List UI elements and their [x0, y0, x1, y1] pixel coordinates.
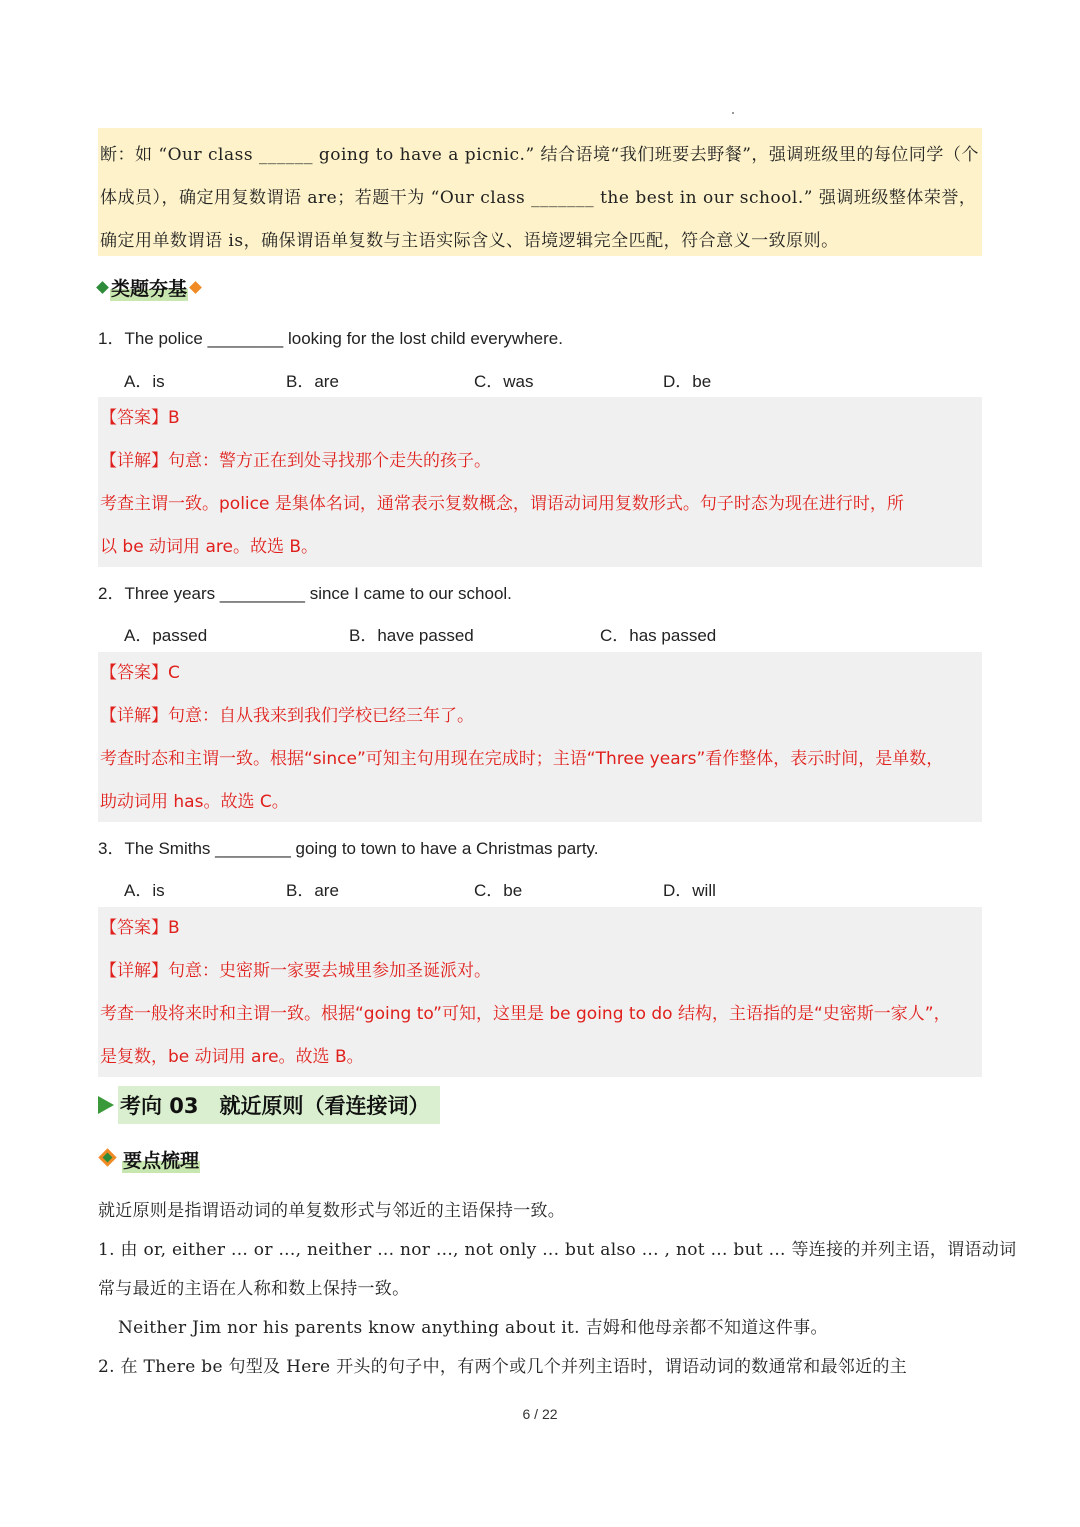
rule-example: Neither Jim nor his parents know anything about it. 吉姆和他母亲都不知道这件事。 — [118, 1318, 828, 1338]
green-diamond-icon — [96, 281, 109, 294]
option-c: C．be — [474, 881, 523, 900]
option-a: A．passed — [124, 626, 208, 645]
answer-label: 【答案】B — [100, 918, 180, 938]
rule-point-1: 1. 由 or, either ... or ..., neither ... nor ..., not only ... but also ... , not ... but ... 等连接的并列主语，谓语动词 — [98, 1240, 1017, 1260]
explanation-box — [98, 128, 982, 256]
orange-diamond-icon — [189, 281, 202, 294]
answer-box-1 — [98, 397, 982, 567]
option-d: D．be — [663, 372, 712, 391]
option-b: B．are — [286, 372, 339, 391]
analysis-line: 助动词用 has。故选 C。 — [100, 792, 289, 812]
answer-label: 【答案】C — [100, 663, 180, 683]
option-a: A．is — [124, 881, 165, 900]
rule-point-1-cont: 常与最近的主语在人称和数上保持一致。 — [98, 1279, 410, 1299]
detail-text: 【详解】句意：史密斯一家要去城里参加圣诞派对。 — [100, 961, 491, 981]
answer-label: 【答案】B — [100, 408, 180, 428]
page-number: 6 / 22 — [522, 1406, 558, 1422]
diamond-badge-icon — [98, 1149, 120, 1171]
detail-text: 【详解】句意：自从我来到我们学校已经三年了。 — [100, 706, 474, 726]
answer-box-2 — [98, 652, 982, 822]
question-3-stem: 3．The Smiths ________ going to town to have a Christmas party. — [98, 839, 599, 858]
analysis-line: 以 be 动词用 are。故选 B。 — [100, 537, 319, 557]
rule-point-2: 2. 在 There be 句型及 Here 开头的句子中，有两个或几个并列主语时，谓语动词的数通常和最邻近的主 — [98, 1357, 907, 1377]
option-b: B．have passed — [349, 626, 474, 645]
detail-text: 【详解】句意：警方正在到处寻找那个走失的孩子。 — [100, 451, 491, 471]
option-c: C．was — [474, 372, 534, 391]
rule-intro: 就近原则是指谓语动词的单复数形式与邻近的主语保持一致。 — [98, 1201, 566, 1221]
explanation-line: 体成员），确定用复数谓语 are；若题干为 “Our class _______ the best in our school.” 强调班级整体荣誉， — [100, 188, 977, 208]
play-arrow-icon — [98, 1096, 114, 1114]
practice-title-text: 类题夯基 — [110, 274, 188, 301]
practice-section-title — [98, 274, 200, 301]
kaoxiang-heading — [98, 1086, 440, 1124]
question-1-stem: 1．The police ________ looking for the lost child everywhere. — [98, 329, 563, 348]
option-b: B．are — [286, 881, 339, 900]
scan-dot — [732, 112, 734, 114]
option-a: A．is — [124, 372, 165, 391]
explanation-line: 确定用单数谓语 is，确保谓语单复数与主语实际含义、语境逻辑完全匹配，符合意义一致原则。 — [100, 231, 839, 251]
question-2-stem: 2．Three years _________ since I came to our school. — [98, 584, 512, 603]
analysis-line: 考查主谓一致。police 是集体名词，通常表示复数概念，谓语动词用复数形式。句子时态为现在进行时，所 — [100, 494, 904, 514]
analysis-line: 是复数，be 动词用 are。故选 B。 — [100, 1047, 364, 1067]
yaodian-heading — [98, 1146, 200, 1173]
kaoxiang-title: 考向 03 就近原则（看连接词） — [118, 1086, 440, 1124]
analysis-line: 考查一般将来时和主谓一致。根据“going to”可知，这里是 be going to do 结构，主语指的是“史密斯一家人”， — [100, 1004, 951, 1024]
rule-body — [98, 1192, 1017, 1387]
explanation-line: 断：如 “Our class ______ going to have a picnic.” 结合语境“我们班要去野餐”，强调班级里的每位同学（个 — [100, 145, 979, 165]
option-d: D．will — [663, 881, 716, 900]
yaodian-title: 要点梳理 — [122, 1146, 200, 1173]
analysis-line: 考查时态和主谓一致。根据“since”可知主句用现在完成时；主语“Three years”看作整体，表示时间，是单数， — [100, 749, 944, 769]
answer-box-3 — [98, 907, 982, 1077]
option-c: C．has passed — [600, 626, 717, 645]
